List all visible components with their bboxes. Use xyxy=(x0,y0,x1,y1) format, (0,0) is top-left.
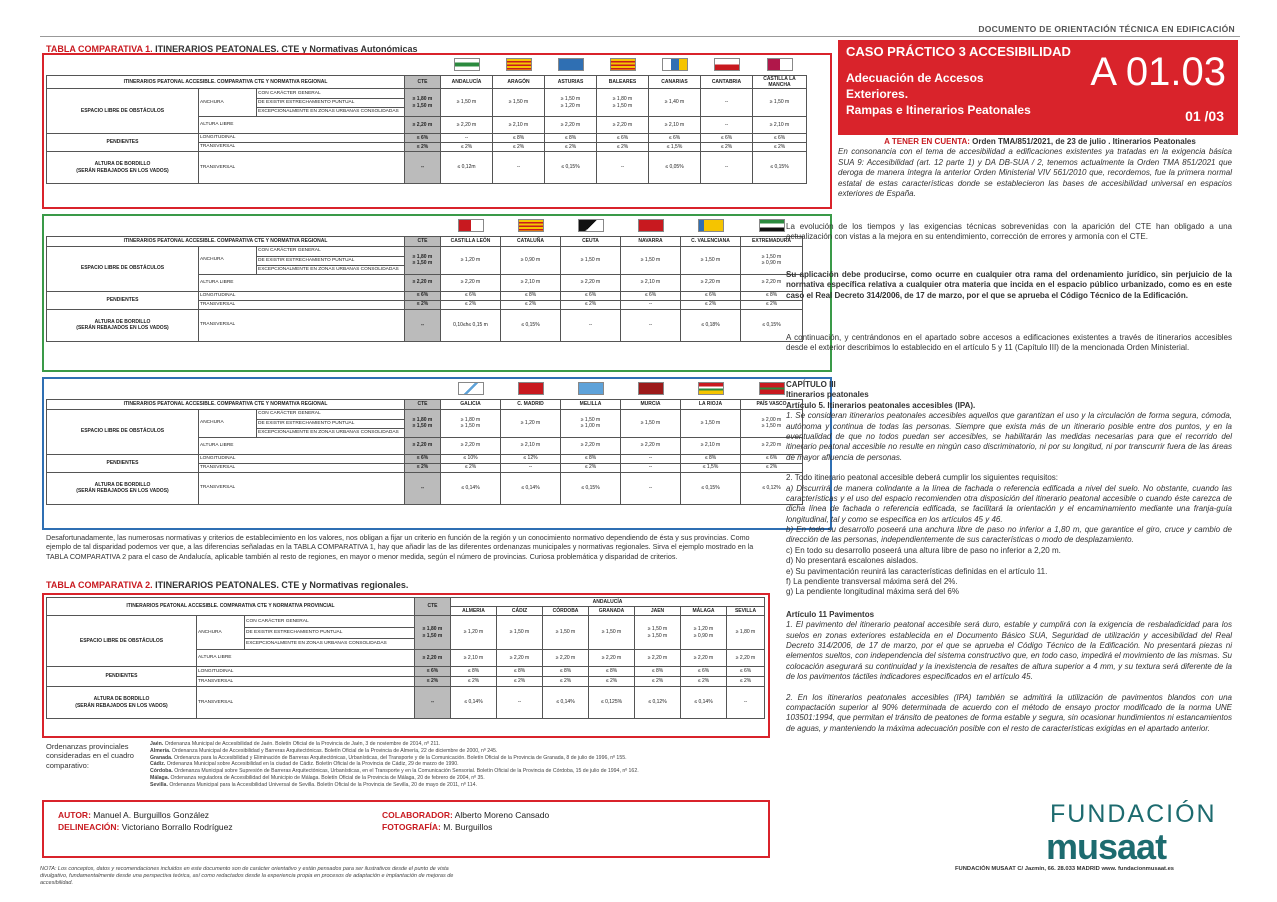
table-cell: ≥ 2,20 m xyxy=(741,274,803,291)
cte-cell: ≥ 2,20 m xyxy=(405,274,441,291)
row-label-bordillo-transversal: TRANSVERSAL xyxy=(199,309,405,341)
region-header: ARAGÓN xyxy=(493,75,545,89)
cte-header: CTE xyxy=(415,598,451,616)
table-cell: ≤ 2% xyxy=(589,677,635,687)
row-label-bordillo: ALTURA DE BORDILLO (SERÁN REBAJADOS EN LOS VADOS) xyxy=(47,309,199,341)
region-header: MURCIA xyxy=(621,399,681,409)
table-cell: ≤ 2% xyxy=(701,143,753,152)
cte-cell: ≥ 2,20 m xyxy=(405,437,441,454)
region-header: C. VALENCIANA xyxy=(681,236,741,246)
table-cell: ≥ 2,20 m xyxy=(441,437,501,454)
row-label-transversal: TRANSVERSAL xyxy=(199,143,405,152)
row-label-espacio: ESPACIO LIBRE DE OBSTÁCULOS xyxy=(47,409,199,454)
row-label-transversal: TRANSVERSAL xyxy=(199,300,405,309)
credit-delineacion: DELINEACIÓN: Victoriano Borrallo Rodríguez xyxy=(58,822,233,832)
ordenanza-item: Almería. Ordenanza Municipal de Accesibilidad y Barreras Arquitectónicas. Boletín Oficial de la Provincia de Almería, 22 de diciembre de 2000, nº 245. xyxy=(150,747,498,754)
credit-colaborador: COLABORADOR: Alberto Moreno Cansado xyxy=(382,810,550,820)
flag-icon xyxy=(578,382,604,395)
region-header: C. MADRID xyxy=(501,399,561,409)
ordenanza-item: Sevilla. Ordenanza Municipal para la Accesibilidad Universal de Sevilla. Boletín Oficial de la Provincia de Sevilla, 20 de mayo de 2011, nº 114. xyxy=(150,781,477,788)
table-cell: ≤ 2% xyxy=(493,143,545,152)
cte-cell: ≥ 2,20 m xyxy=(415,650,451,667)
region-header: PAÍS VASCO xyxy=(741,399,803,409)
table-cell: ≥ 1,50 m xyxy=(753,89,807,117)
region-header: CASTILLA LEÓN xyxy=(441,236,501,246)
table-cell: ≤ 0,14% xyxy=(451,687,497,719)
table-cell: ≥ 1,50 m ≥ 1,20 m xyxy=(545,89,597,117)
table-cell: ≥ 2,20 m xyxy=(543,650,589,667)
table-cell: ≤ 8% xyxy=(501,291,561,300)
table-cell: ≤ 6% xyxy=(561,291,621,300)
city-header: CÁDIZ xyxy=(497,607,543,616)
table-cell: ≤ 2% xyxy=(561,463,621,472)
row-sublabel: CON CARÁCTER GENERAL xyxy=(257,409,405,419)
table-cell: ≤ 12% xyxy=(501,454,561,463)
table-cell: ≤ 0,15% xyxy=(753,152,807,184)
case-title: CASO PRÁCTICO 3 ACCESIBILIDAD xyxy=(846,44,1071,59)
row-sublabel: EXCEPCIONALMENTE EN ZONAS URBANAS CONSOLIDADAS xyxy=(257,108,405,117)
table-cell: ≥ 2,00 m ≥ 1,50 m xyxy=(741,409,803,437)
table-cell: ≤ 0,14% xyxy=(543,687,589,719)
row-label-pendientes: PENDIENTES xyxy=(47,134,199,152)
table-cell: ≤ 0,14% xyxy=(441,472,501,504)
cte-cell: ≤ 6% xyxy=(405,454,441,463)
table-cell: ≤ 0,15% xyxy=(561,472,621,504)
flag-icon xyxy=(698,382,724,395)
cte-cell: ≤ 2% xyxy=(405,300,441,309)
table-cell: ≤ 6% xyxy=(753,134,807,143)
ordenanza-item: Cádiz. Ordenanza Municipal sobre Accesibilidad en la ciudad de Cádiz. Boletín Oficial de la Provincia de Cádiz, 29 de marzo de 1990. xyxy=(150,761,459,768)
ordenanzas-list xyxy=(150,741,770,788)
flag-icon xyxy=(518,219,544,232)
row-sublabel: DE EXISTIR ESTRECHAMIENTO PUNTUAL xyxy=(257,256,405,265)
cte-cell: ≥ 2,20 m xyxy=(405,117,441,134)
flag-icon xyxy=(578,219,604,232)
row-label-bordillo-transversal: TRANSVERSAL xyxy=(199,472,405,504)
cte-header: CTE xyxy=(405,399,441,409)
row-label-bordillo-transversal: TRANSVERSAL xyxy=(199,152,405,184)
flag-icon xyxy=(558,58,584,71)
table-cell: ≥ 1,50 m xyxy=(589,616,635,650)
table-cell: ≥ 2,20 m xyxy=(497,650,543,667)
row-label-bordillo: ALTURA DE BORDILLO (SERÁN REBAJADOS EN LOS VADOS) xyxy=(47,472,199,504)
right-para-3: A continuación, y centrándonos en el apartado sobre accesos a edificaciones existentes a través de itinerarios accesibles desde el exterior describimos lo establecido en el artículo 5 y 11 (Capítulo III) de la mencionada Orden Ministerial. xyxy=(786,333,1232,353)
table-cell: ≤ 6% xyxy=(597,134,649,143)
table-cell: ≥ 2,10 m xyxy=(753,117,807,134)
row-label-anchura: ANCHURA xyxy=(199,409,257,437)
table-cell: -- xyxy=(701,117,753,134)
row-sublabel: EXCEPCIONALMENTE EN ZONAS URBANAS CONSOLIDADAS xyxy=(257,265,405,274)
table-cell: ≥ 2,20 m xyxy=(597,117,649,134)
table-cell: ≥ 2,20 m xyxy=(589,650,635,667)
table-cell: ≤ 0,15% xyxy=(741,309,803,341)
table-cell: ≥ 1,50 m ≥ 1,50 m xyxy=(635,616,681,650)
table-cell: ≤ 6% xyxy=(441,291,501,300)
table-cell: ≤ 0,12% xyxy=(635,687,681,719)
table-cell: ≥ 1,50 m ≥ 1,00 m xyxy=(561,409,621,437)
region-header: CATALUÑA xyxy=(501,236,561,246)
table-cell: ≥ 2,20 m xyxy=(545,117,597,134)
table-cell: ≥ 1,50 m xyxy=(621,246,681,274)
table-cell: ≥ 2,20 m xyxy=(621,437,681,454)
table-cell: -- xyxy=(701,89,753,117)
table-cell: ≤ 8% xyxy=(635,667,681,677)
cte-cell: ≤ 2% xyxy=(415,677,451,687)
city-header: CÓRDOBA xyxy=(543,607,589,616)
region-header: GALICIA xyxy=(441,399,501,409)
flag-icon xyxy=(714,58,740,71)
table-cell: ≤ 2% xyxy=(681,677,727,687)
row-label-longitudinal: LONGITUDINAL xyxy=(199,454,405,463)
table-cell: -- xyxy=(497,687,543,719)
table-cell: ≤ 8% xyxy=(545,134,597,143)
table-cell: ≥ 2,20 m xyxy=(681,274,741,291)
table-cell: -- xyxy=(501,463,561,472)
credit-fotografia: FOTOGRAFÍA: M. Burguillos xyxy=(382,822,493,832)
table-cell: -- xyxy=(493,152,545,184)
table-cell: ≤ 2% xyxy=(451,677,497,687)
region-header: ANDALUCÍA xyxy=(441,75,493,89)
city-header: SEVILLA xyxy=(727,607,765,616)
table-cell: ≥ 1,80 m ≥ 1,50 m xyxy=(597,89,649,117)
row-sublabel: CON CARÁCTER GENERAL xyxy=(257,89,405,99)
table-cell: ≤ 2% xyxy=(753,143,807,152)
row-label-altura: ALTURA LIBRE xyxy=(199,437,405,454)
table-cell: ≤ 8% xyxy=(561,454,621,463)
table-cell: ≥ 2,10 m xyxy=(681,437,741,454)
table-cell: ≥ 1,50 m xyxy=(681,246,741,274)
table-cell: ≤ 8% xyxy=(741,291,803,300)
row-label-longitudinal: LONGITUDINAL xyxy=(199,134,405,143)
row-label-espacio: ESPACIO LIBRE DE OBSTÁCULOS xyxy=(47,616,197,667)
region-header: MELILLA xyxy=(561,399,621,409)
flag-icon xyxy=(518,382,544,395)
table2-title: TABLA COMPARATIVA 2. ITINERARIOS PEATONALES. CTE y Normativas regionales. xyxy=(46,580,409,590)
row-label-transversal: TRANSVERSAL xyxy=(197,677,415,687)
table-cell: ≥ 2,20 m xyxy=(681,650,727,667)
table-cell: -- xyxy=(621,472,681,504)
table-cell: ≤ 2% xyxy=(741,300,803,309)
row-label-espacio: ESPACIO LIBRE DE OBSTÁCULOS xyxy=(47,246,199,291)
row-sublabel: DE EXISTIR ESTRECHAMIENTO PUNTUAL xyxy=(245,628,415,639)
row-label-altura: ALTURA LIBRE xyxy=(199,274,405,291)
table-cell: ≥ 2,10 m xyxy=(621,274,681,291)
row-sublabel: CON CARÁCTER GENERAL xyxy=(245,616,415,628)
table-cell: ≤ 0,125% xyxy=(589,687,635,719)
table-cell: ≤ 6% xyxy=(681,291,741,300)
fundacion-logo-text: FUNDACIÓN xyxy=(1050,800,1217,828)
right-para-2: Su aplicación debe producirse, como ocurre en cualquier otra rama del ordenamiento jurídico, sin perjuicio de la normativa específica relativa a cualquier otra materia que incida en el espacio público urbanizado, como es en este caso el Real Decreto 314/2006, de 17 de marzo, por el que se aprueba el Código Técnico de la Edificación. xyxy=(786,270,1232,300)
table-cell: ≤ 0,15% xyxy=(501,309,561,341)
cte-cell: ≤ 2% xyxy=(405,463,441,472)
region-header: ASTURIAS xyxy=(545,75,597,89)
flag-icon xyxy=(662,58,688,71)
flag-icon xyxy=(638,219,664,232)
region-header: EXTREMADURA xyxy=(741,236,803,246)
table-cell: -- xyxy=(561,309,621,341)
table-cell: ≤ 0,15% xyxy=(545,152,597,184)
table-cell: ≤ 8% xyxy=(451,667,497,677)
ordenanza-item: Málaga. Ordenanza reguladora de Accesibilidad del Municipio de Málaga. Boletín Oficial de la Provincia de Málaga, 20 de febrero de 2004, nº 35. xyxy=(150,774,485,781)
table-cell: ≤ 2% xyxy=(635,677,681,687)
flag-icon xyxy=(458,382,484,395)
table-cell: ≥ 1,50 m xyxy=(561,246,621,274)
table-cell: -- xyxy=(621,300,681,309)
row-sublabel: DE EXISTIR ESTRECHAMIENTO PUNTUAL xyxy=(257,99,405,108)
table-cell: ≤ 6% xyxy=(727,667,765,677)
tener-en-cuenta: A TENER EN CUENTA: Orden TMA/851/2021, de 23 de julio . Itinerarios Peatonales En consonancia con el tema de accesibilidad a edificaciones existentes ya tratadas en la exigencia básica SUA 9: Accesibilidad (art. 12 parte 1) y DA DB-SUA / 2, tenemos actualmente la Orden TMA 851/2021 que deroga de manera íntegra la anterior Orden Ministerial VIV 561/2010 que, recordemos, fue la primera normal estatal de estas características donde se establecieron las bases de accesibilidad universal en espacios exteriores de España. xyxy=(838,137,1232,198)
cte-cell: -- xyxy=(405,472,441,504)
case-page: 01 /03 xyxy=(1185,108,1224,124)
table-cell: ≥ 2,10 m xyxy=(451,650,497,667)
table-cell: ≥ 2,20 m xyxy=(441,117,493,134)
credit-autor: AUTOR: Manuel A. Burguillos González xyxy=(58,810,210,820)
table-cell: ≤ 8% xyxy=(493,134,545,143)
table-cell: ≤ 0,12m xyxy=(441,152,493,184)
city-header: ALMERIA xyxy=(451,607,497,616)
row-label-bordillo: ALTURA DE BORDILLO (SERÁN REBAJADOS EN LOS VADOS) xyxy=(47,687,197,719)
table-cell: ≤ 2% xyxy=(543,677,589,687)
city-header: JAEN xyxy=(635,607,681,616)
table-cell: ≤ 1,5% xyxy=(681,463,741,472)
table-header: ITINERARIOS PEATONAL ACCESIBLE. COMPARATIVA CTE Y NORMATIVA REGIONAL xyxy=(47,399,405,409)
table-cell: ≤ 8% xyxy=(543,667,589,677)
cte-cell: ≥ 1,80 m ≥ 1,50 m xyxy=(415,616,451,650)
table-cell: ≥ 1,50 m xyxy=(441,89,493,117)
cte-header: CTE xyxy=(405,236,441,246)
table-cell: ≤ 0,18% xyxy=(681,309,741,341)
table-cell: ≤ 2% xyxy=(497,677,543,687)
table-cell: ≤ 8% xyxy=(497,667,543,677)
table-cell: ≥ 2,10 m xyxy=(493,117,545,134)
table-cell: ≤ 2% xyxy=(441,143,493,152)
table-cell: ≤ 10% xyxy=(441,454,501,463)
row-sublabel: EXCEPCIONALMENTE EN ZONAS URBANAS CONSOLIDADAS xyxy=(257,428,405,437)
table-cell: ≤ 2% xyxy=(561,300,621,309)
city-header: MÁLAGA xyxy=(681,607,727,616)
row-label-anchura: ANCHURA xyxy=(199,246,257,274)
region-header: ANDALUCÍA xyxy=(451,598,765,607)
table-cell: ≥ 2,20 m xyxy=(635,650,681,667)
table-cell: ≥ 1,20 m ≥ 0,90 m xyxy=(681,616,727,650)
row-sublabel: DE EXISTIR ESTRECHAMIENTO PUNTUAL xyxy=(257,419,405,428)
table-cell: ≤ 0,15% xyxy=(681,472,741,504)
cte-cell: ≤ 2% xyxy=(405,143,441,152)
table-cell: ≤ 6% xyxy=(701,134,753,143)
table-cell: ≤ 8% xyxy=(589,667,635,677)
table2-header: ITINERARIOS PEATONAL ACCESIBLE. COMPARATIVA CTE Y NORMATIVA PROVINCIAL xyxy=(47,598,415,616)
table-cell: ≥ 2,20 m xyxy=(561,437,621,454)
table-cell: ≤ 2% xyxy=(441,463,501,472)
cte-cell: -- xyxy=(405,152,441,184)
table-cell: -- xyxy=(597,152,649,184)
flag-icon xyxy=(610,58,636,71)
right-para-1: La evolución de los tiempos y las exigencias técnicas sobrevenidas con la aparición del CTE han obligado a una actualización con vistas a la mejora en su entendimiento, corrección de errores y armonía con el CTE. xyxy=(786,222,1232,242)
capitulo-section: CAPÍTULO III Itinerarios peatonales Artículo 5. Itinerarios peatonales accesibles (IPA). 1. Se consideran itinerarios peatonales accesibles aquellos que garantizan el uso y la circulación de forma segura, cómoda, autónoma y continua de todas las personas. Siempre que exista más de un itinerario posible entre dos puntos, y en la eventualidad de que no todos puedan ser accesibles, se habilitarán las medidas necesarias para que el recorrido del itinerario peatonal accesible no resulte en ningún caso discriminatorio, ni por su longitud, ni por transcurrir fuera de las áreas de mayor afluencia de personas. 2. Todo itinerario peatonal accesible deberá cumplir los siguientes requisitos: a) Discurrirá de manera colindante a la línea de fachada o referencia edificada a nivel del suelo. No obstante, cuando las características y el uso del espacio recomienden otra disposición del itinerario peatonal accesible o cuando éste carezca de dicha línea de fachada o referencia edificada, se facilitará la orientación y el encaminamiento mediante una franja-guía longitudinal, tal y como se especifica en los artículos 45 y 46. b) En todo su desarrollo poseerá una anchura libre de paso no inferior a 1,80 m, que garantice el giro, cruce y cambio de dirección de las personas, independientemente de sus características o modo de desplazamiento. c) En todo su desarrollo poseerá una altura libre de paso no inferior a 2,20 m. d) No presentará escalones aislados. e) Su pavimentación reunirá las características definidas en el artículo 11. f) La pendiente transversal máxima será del 2%. g) La pendiente longitudinal máxima será del 6% Artículo 11 Pavimentos 1. El pavimento del itinerario peatonal accesible será duro, estable y cumplirá con la exigencia de resbaladicidad para los suelos en zonas exteriores establecida en el Documento Básico SUA, Seguridad de utilización y accesibilidad del Real Decreto 314/2006, de 17 de marzo, por el que se aprueba el Código Técnico de la Edificación. No presentará piezas ni elementos sueltos, con independencia del sistema constructivo que, en todo caso, impedirá el movimiento de las mismas. Su colocación asegurará su continuidad y la inexistencia de resaltes de altura superior a 4 mm, y su textura será diferente de la de los pavimentos táctiles indicadores especificados en el artículo 45. 2. En los itinerarios peatonales accesibles (IPA) también se admitirá la utilización de pavimentos blandos con una compactación superior al 90% determinada de acuerdo con el método de ensayo proctor modificado de la norma UNE 103501:1994, que permitan el tránsito de peatones de forma estable y segura, sin ocasionar hundimientos ni estancamientos de aguas, y manteniendo la máxima adecuación posible con el resto de características exigidas en el apartado anterior. xyxy=(786,380,1232,733)
ordenanza-item: Granada. Ordenanza para la Accesibilidad y Eliminación de Barreras Arquitectónicas, Urbanísticas, del Transporte y de la Comunicación. Boletín Oficial de la Provincia de Granada, 8 de julio de 1996, nº 155. xyxy=(150,754,627,761)
flag-icon xyxy=(638,382,664,395)
table-cell: ≥ 2,10 m xyxy=(649,117,701,134)
flag-icon xyxy=(454,58,480,71)
table-cell: 0,10≤h≤ 0,15 m xyxy=(441,309,501,341)
cte-cell: ≤ 6% xyxy=(405,134,441,143)
table-cell: ≥ 1,20 m xyxy=(451,616,497,650)
table-cell: ≥ 1,80 m xyxy=(727,616,765,650)
table-cell: ≥ 1,80 m ≥ 1,50 m xyxy=(441,409,501,437)
cte-cell: ≤ 6% xyxy=(415,667,451,677)
flag-icon xyxy=(458,219,484,232)
case-subtitle: Adecuación de Accesos Exteriores. Rampas e Itinerarios Peatonales xyxy=(846,71,1031,118)
table-cell: -- xyxy=(621,309,681,341)
table-cell: -- xyxy=(701,152,753,184)
row-label-anchura: ANCHURA xyxy=(197,616,245,650)
table-cell: ≤ 8% xyxy=(681,454,741,463)
table-cell: ≥ 1,50 m xyxy=(681,409,741,437)
row-label-pendientes: PENDIENTES xyxy=(47,454,199,472)
table-cell: ≤ 6% xyxy=(741,454,803,463)
table-cell: ≤ 2% xyxy=(501,300,561,309)
flag-icon xyxy=(506,58,532,71)
table-cell: -- xyxy=(621,454,681,463)
cte-header: CTE xyxy=(405,75,441,89)
table-cell: ≥ 0,90 m xyxy=(501,246,561,274)
document-header: DOCUMENTO DE ORIENTACIÓN TÉCNICA EN EDIFICACIÓN xyxy=(978,24,1235,34)
table-cell: ≤ 2% xyxy=(597,143,649,152)
cte-cell: ≥ 1,80 m ≥ 1,50 m xyxy=(405,409,441,437)
case-code: A 01.03 xyxy=(1090,50,1226,94)
row-label-transversal: TRANSVERSAL xyxy=(199,463,405,472)
region-header: CANTABRIA xyxy=(701,75,753,89)
table1-title: TABLA COMPARATIVA 1. ITINERARIOS PEATONALES. CTE y Normativas Autonómicas xyxy=(46,44,418,54)
disclaimer-note: NOTA: Los conceptos, datos y recomendaciones incluidos en este documento son de carácter orientativo y están pensados para ser ilustrativos desde el punto de vista divulgativo, fundamentalmente desde una perspectiva teórica, así como redactados desde la experiencia propia en procesos de adaptación e implantación de mejoras de accesibilidad. xyxy=(40,866,454,887)
region-header: LA RIOJA xyxy=(681,399,741,409)
table-cell: ≥ 2,20 m xyxy=(741,437,803,454)
table-cell: ≥ 1,50 m xyxy=(543,616,589,650)
table-cell: ≤ 0,14% xyxy=(501,472,561,504)
header-divider xyxy=(40,36,1240,37)
table-cell: ≥ 1,50 m xyxy=(497,616,543,650)
ordenanzas-label: Ordenanzas provinciales consideradas en el cuadro comparativo: xyxy=(46,742,134,770)
table-header: ITINERARIOS PEATONAL ACCESIBLE. COMPARATIVA CTE Y NORMATIVA REGIONAL xyxy=(47,75,405,89)
table-cell: ≤ 1,5% xyxy=(649,143,701,152)
table-cell: ≤ 0,14% xyxy=(681,687,727,719)
row-label-longitudinal: LONGITUDINAL xyxy=(197,667,415,677)
row-sublabel: CON CARÁCTER GENERAL xyxy=(257,246,405,256)
region-header: BALEARES xyxy=(597,75,649,89)
region-header: CASTILLA LA MANCHA xyxy=(753,75,807,89)
ordenanza-item: Jaén. Ordenanza Municipal de Accesibilidad de Jaén. Boletín Oficial de la Provincia de Jaén, 3 de noviembre de 2014, nº 211. xyxy=(150,741,441,747)
row-label-bordillo-transversal: TRANSVERSAL xyxy=(197,687,415,719)
row-label-espacio: ESPACIO LIBRE DE OBSTÁCULOS xyxy=(47,89,199,134)
city-header: GRANADA xyxy=(589,607,635,616)
footer-address: FUNDACIÓN MUSAAT C/ Jazmín, 66. 28.033 MADRID www. fundacionmusaat.es xyxy=(955,866,1175,872)
flag-icon xyxy=(759,219,785,232)
musaat-logo-text: musaat xyxy=(1046,826,1167,867)
table-cell: ≥ 1,40 m xyxy=(649,89,701,117)
table-cell: ≤ 0,12% xyxy=(741,472,803,504)
cte-cell: -- xyxy=(415,687,451,719)
table-cell: ≥ 2,20 m xyxy=(727,650,765,667)
flag-icon xyxy=(759,382,785,395)
row-label-bordillo: ALTURA DE BORDILLO (SERÁN REBAJADOS EN LOS VADOS) xyxy=(47,152,199,184)
table-cell: ≥ 1,50 m xyxy=(493,89,545,117)
table-cell: ≤ 2% xyxy=(727,677,765,687)
ordenanza-item: Córdoba. Ordenanza Municipal sobre Supresión de Barreras Arquitectónicas, Urbanísticas, en el Transporte y en la Comunicación Sensorial. Boletín Oficial de la Provincia de Córdoba, 15 de julio de 1994, nº 162. xyxy=(150,768,639,774)
flag-icon xyxy=(767,58,793,71)
table-cell: ≥ 2,10 m xyxy=(501,274,561,291)
table-cell: ≥ 1,20 m xyxy=(501,409,561,437)
cte-cell: ≤ 6% xyxy=(405,291,441,300)
region-header: CANARIAS xyxy=(649,75,701,89)
table-cell: ≤ 2% xyxy=(681,300,741,309)
table-cell: ≤ 6% xyxy=(681,667,727,677)
table-cell: ≥ 1,20 m xyxy=(441,246,501,274)
region-header: NAVARRA xyxy=(621,236,681,246)
table-cell: -- xyxy=(441,134,493,143)
table-cell: ≤ 0,05% xyxy=(649,152,701,184)
table-cell: ≤ 2% xyxy=(545,143,597,152)
table-cell: ≤ 2% xyxy=(741,463,803,472)
row-sublabel: EXCEPCIONALMENTE EN ZONAS URBANAS CONSOLIDADAS xyxy=(245,639,415,650)
row-label-longitudinal: LONGITUDINAL xyxy=(199,291,405,300)
cte-cell: ≥ 1,80 m ≥ 1,50 m xyxy=(405,89,441,117)
row-label-altura: ALTURA LIBRE xyxy=(197,650,415,667)
table-cell: ≥ 2,20 m xyxy=(561,274,621,291)
row-label-pendientes: PENDIENTES xyxy=(47,291,199,309)
table-cell: ≥ 1,50 m ≥ 0,90 m xyxy=(741,246,803,274)
flag-icon xyxy=(698,219,724,232)
table-cell: ≤ 2% xyxy=(441,300,501,309)
region-header: CEUTA xyxy=(561,236,621,246)
row-label-pendientes: PENDIENTES xyxy=(47,667,197,687)
table-cell: -- xyxy=(727,687,765,719)
table-cell: ≥ 2,10 m xyxy=(501,437,561,454)
table-cell: -- xyxy=(621,463,681,472)
row-label-anchura: ANCHURA xyxy=(199,89,257,117)
middle-paragraph: Desafortunadamente, las numerosas normativas y criterios de establecimiento en los valores, nos obligan a fijar un criterio en función de la región y un conocimiento normativo dependiendo de ésta y sus provincias. Como ejemplo de tal disparidad podemos ver que, a las diferencias señaladas en la TABLA COMPARATIVA 1, hay que añadir las de las diferentes ordenanzas municipales y normativas regionales. Sirva el ejemplo mostrado en la TABLA COMPARATIVA 2 para el caso de Andalucía, aplicable también al resto de regiones, en mayor o menor medida, según el número de provincias. Curiosa problemática y disparidad de criterios. xyxy=(46,533,754,561)
cte-cell: -- xyxy=(405,309,441,341)
table-cell: ≤ 6% xyxy=(621,291,681,300)
table-cell: ≥ 2,20 m xyxy=(441,274,501,291)
case-header xyxy=(838,40,1238,135)
cte-cell: ≥ 1,80 m ≥ 1,50 m xyxy=(405,246,441,274)
table-header: ITINERARIOS PEATONAL ACCESIBLE. COMPARATIVA CTE Y NORMATIVA REGIONAL xyxy=(47,236,405,246)
row-label-altura: ALTURA LIBRE xyxy=(199,117,405,134)
table-cell: ≥ 1,50 m xyxy=(621,409,681,437)
table-cell: ≤ 6% xyxy=(649,134,701,143)
